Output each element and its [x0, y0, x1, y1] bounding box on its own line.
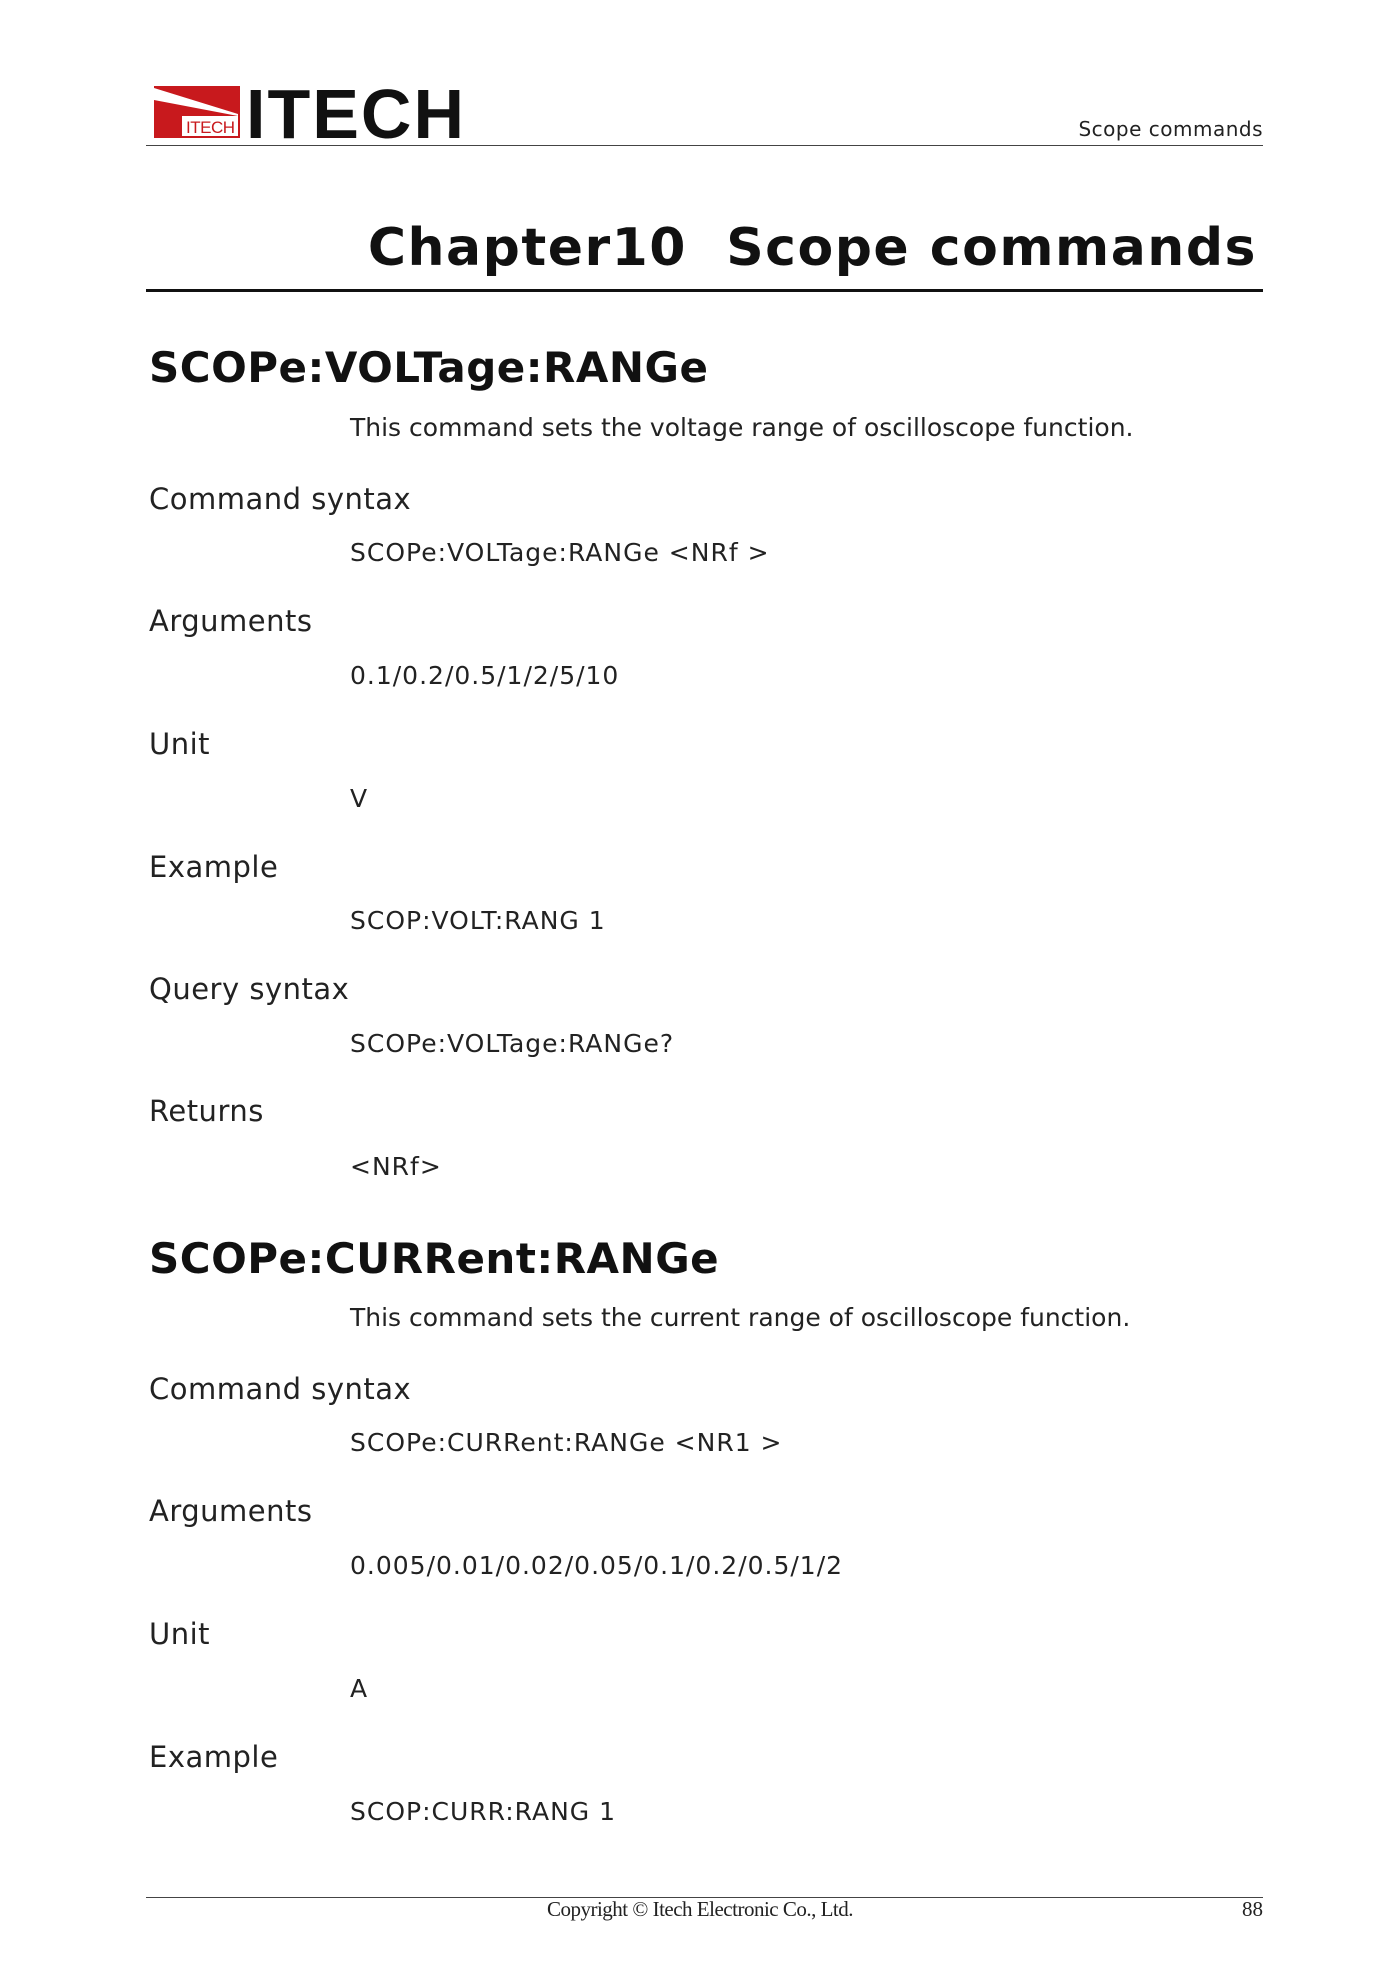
example-label: Example — [149, 850, 279, 884]
example-value: SCOP:VOLT:RANG 1 — [350, 906, 606, 935]
example-label: Example — [149, 1740, 279, 1774]
unit-label: Unit — [149, 1617, 211, 1651]
logo-wordmark: ITECH — [246, 80, 466, 146]
arguments-value: 0.1/0.2/0.5/1/2/5/10 — [350, 661, 620, 690]
arguments-label: Arguments — [149, 604, 313, 638]
unit-value: V — [350, 784, 369, 813]
returns-label: Returns — [149, 1094, 264, 1128]
command-syntax-label: Command syntax — [149, 482, 412, 516]
footer-copyright: Copyright © Itech Electronic Co., Ltd. — [546, 1897, 854, 1921]
query-syntax-value: SCOPe:VOLTage:RANGe? — [350, 1029, 675, 1058]
unit-value: A — [350, 1674, 369, 1703]
itech-logo — [152, 80, 472, 146]
returns-value: <NRf> — [350, 1152, 442, 1181]
example-value: SCOP:CURR:RANG 1 — [350, 1797, 617, 1826]
command-description: This command sets the voltage range of oscilloscope function. — [350, 413, 1134, 442]
command-heading: SCOPe:CURRent:RANGe — [149, 1234, 720, 1283]
arguments-label: Arguments — [149, 1494, 313, 1528]
command-syntax-value: SCOPe:VOLTage:RANGe <NRf > — [350, 538, 770, 567]
command-syntax-label: Command syntax — [149, 1372, 412, 1406]
chapter-divider — [146, 289, 1263, 292]
query-syntax-label: Query syntax — [149, 972, 350, 1006]
command-syntax-value: SCOPe:CURRent:RANGe <NR1 > — [350, 1428, 783, 1457]
itech-logo-graphic — [152, 80, 472, 146]
page-number: 88 — [1242, 1897, 1263, 1921]
logo-badge-text: ITECH — [186, 118, 235, 137]
unit-label: Unit — [149, 727, 211, 761]
command-description: This command sets the current range of oscilloscope function. — [350, 1303, 1131, 1332]
header-section-title: Scope commands — [1078, 117, 1263, 141]
chapter-title: Chapter10 Scope commands — [367, 218, 1257, 278]
header-divider — [146, 145, 1263, 146]
command-heading: SCOPe:VOLTage:RANGe — [149, 343, 709, 392]
arguments-value: 0.005/0.01/0.02/0.05/0.1/0.2/0.5/1/2 — [350, 1551, 844, 1580]
